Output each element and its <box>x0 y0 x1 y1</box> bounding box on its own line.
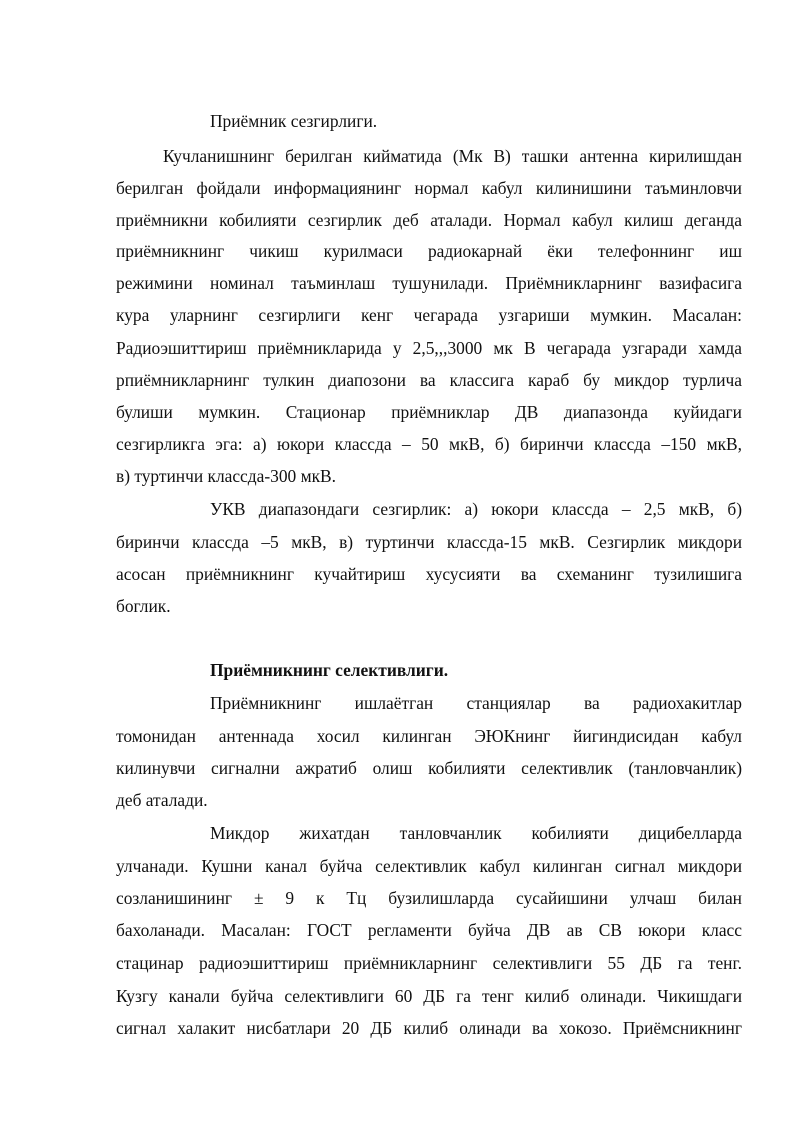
text-line: кура уларнинг сезгирлиги кенг чегарада узгариши мумкин. Масалан: <box>116 305 742 325</box>
text-line: боглик. <box>116 596 171 616</box>
text-line: Кузгу канали буйча селективлиги 60 ДБ га тенг килиб олинади. Чикишдаги <box>116 986 742 1006</box>
section-title-sensitivity: Приёмник сезгирлиги. <box>210 111 378 131</box>
text-line: Кучланишнинг берилган кийматида (Мк В) ташки антенна кирилишдан <box>163 146 742 166</box>
text-line: биринчи классда –5 мкВ, в) туртинчи классда-15 мкВ. Сезгирлик микдори <box>116 532 742 552</box>
text-line: берилган фойдали информациянинг нормал кабул килинишини таъминловчи <box>116 178 742 198</box>
text-line: созланишининг ± 9 к Тц бузилишларда сусайишини улчаш билан <box>116 888 742 908</box>
text-line: УКВ диапазондаги сезгирлик: а) юкори классда – 2,5 мкВ, б) <box>210 499 742 519</box>
text-line: режимини номинал таъминлаш тушунилади. Приёмникларнинг вазифасига <box>116 273 742 293</box>
text-line: приёмникнинг чикиш курилмаси радиокарнай ёки телефоннинг иш <box>116 241 742 261</box>
text-line: стацинар радиоэшиттириш приёмникларнинг селективлиги 55 ДБ га тенг. <box>116 953 742 973</box>
text-line: Приёмникнинг ишлаётган станциялар ва радиохакитлар <box>210 693 742 713</box>
text-line: сигнал халакит нисбатлари 20 ДБ килиб олинади ва хокозо. Приёмсникнинг <box>116 1018 742 1038</box>
text-line: улчанади. Кушни канал буйча селективлик кабул килинган сигнал микдори <box>116 856 742 876</box>
text-line: килинувчи сигнални ажратиб олиш кобилияти селективлик (танловчанлик) <box>116 758 742 778</box>
text-line: томонидан антеннада хосил килинган ЭЮКнинг йигиндисидан кабул <box>116 726 742 746</box>
text-line: сезгирликга эга: а) юкори классда – 50 мкВ, б) биринчи классда –150 мкВ, <box>116 434 742 454</box>
text-line: в) туртинчи классда-300 мкВ. <box>116 466 336 486</box>
text-line: деб аталади. <box>116 790 208 810</box>
text-line: асосан приёмникнинг кучайтириш хусусияти ва схеманинг тузилишига <box>116 564 742 584</box>
text-line: Микдор жихатдан танловчанлик кобилияти дицибелларда <box>210 823 742 843</box>
text-line: Радиоэшиттириш приёмникларида у 2,5,,,3000 мк В чегарада узгаради хамда <box>116 338 742 358</box>
text-line: бахоланади. Масалан: ГОСТ регламенти буйча ДВ ав СВ юкори класс <box>116 920 742 940</box>
text-line: рпиёмникларнинг тулкин диапозони ва классига караб бу микдор турлича <box>116 370 742 390</box>
text-line: приёмникни кобилияти сезгирлик деб аталади. Нормал кабул килиш деганда <box>116 210 742 230</box>
section-title-selectivity: Приёмникнинг селективлиги. <box>210 660 449 680</box>
text-line: булиши мумкин. Стационар приёмниклар ДВ диапазонда куйидаги <box>116 402 742 422</box>
